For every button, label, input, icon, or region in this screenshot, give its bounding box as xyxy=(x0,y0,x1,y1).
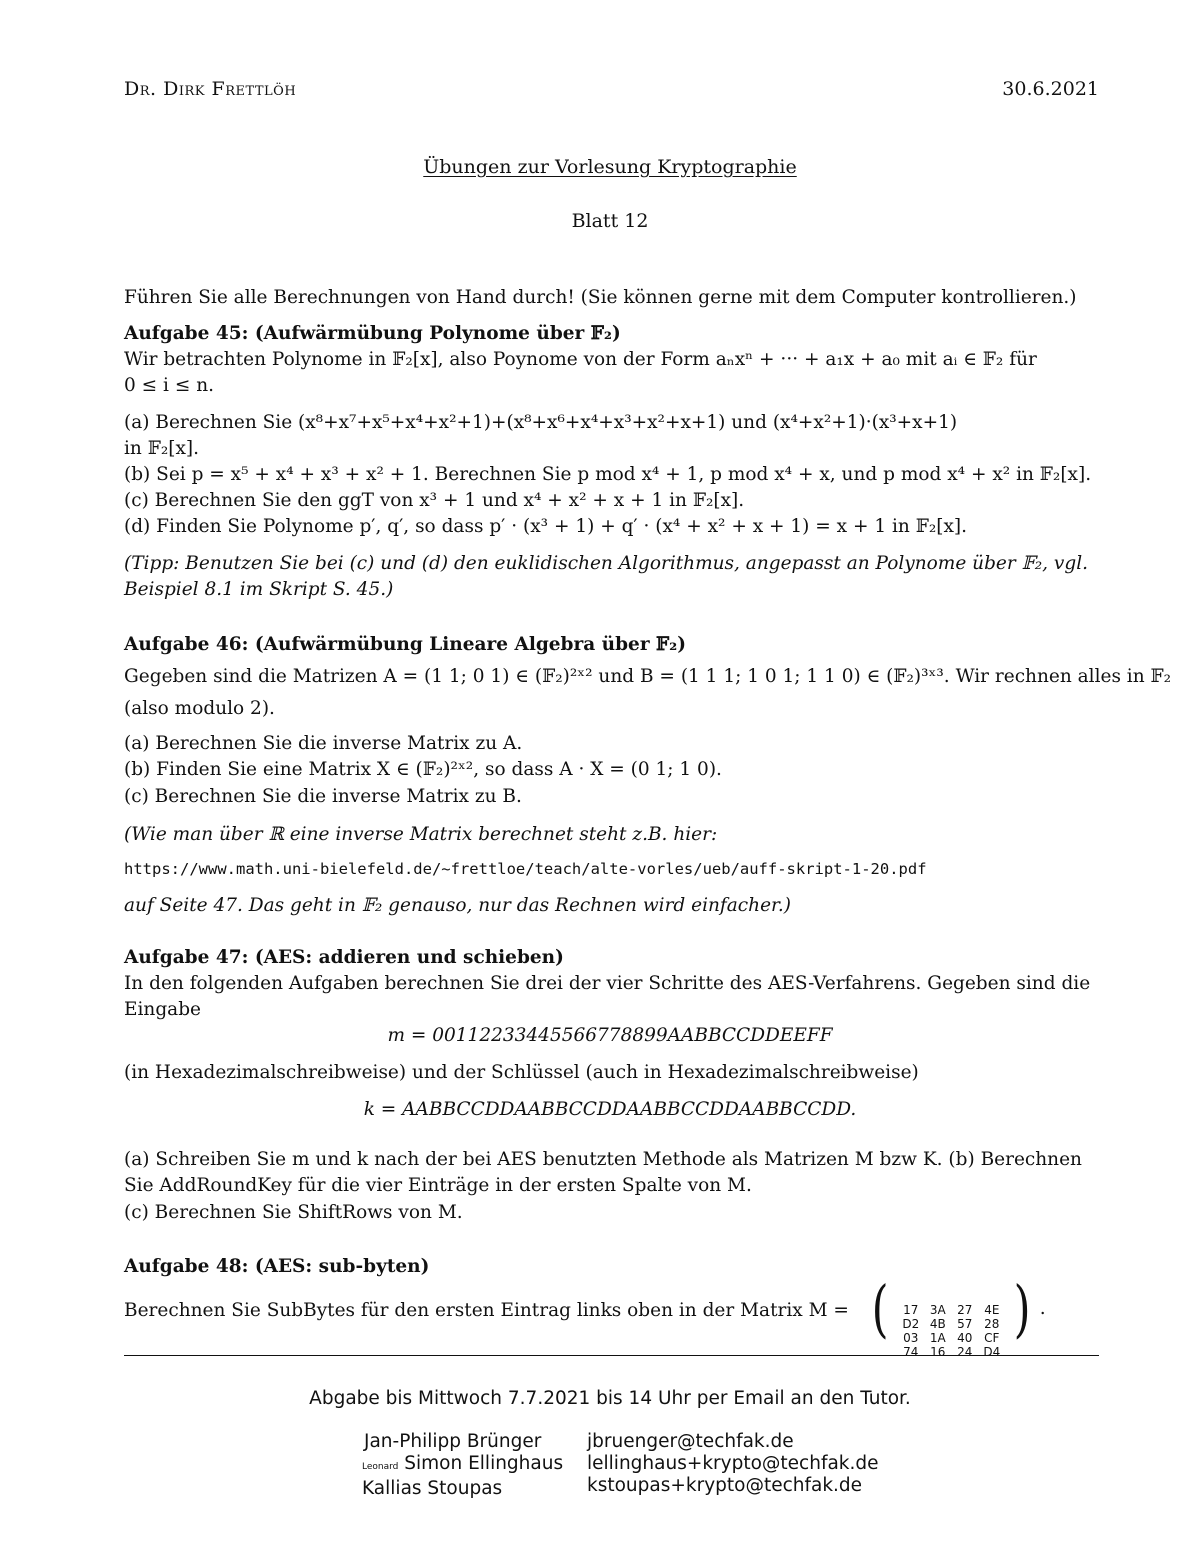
task-46-line2: (also modulo 2). xyxy=(124,698,275,719)
task-46-b: (b) Finden Sie eine Matrix X ∈ (𝔽₂)²ˣ², so dass A · X = (0 1; 1 0). xyxy=(124,759,722,780)
task-45-b: (b) Sei p = x⁵ + x⁴ + x³ + x² + 1. Berechnen Sie p mod x⁴ + 1, p mod x⁴ + x, und p mod x⁴ + x² in 𝔽₂[x]. xyxy=(124,464,1092,485)
task-46-c: (c) Berechnen Sie die inverse Matrix zu B. xyxy=(124,786,522,807)
left-paren: ( xyxy=(871,1272,889,1345)
task-47-ab2: Sie AddRoundKey für die vier Einträge in der ersten Spalte von M. xyxy=(124,1175,752,1196)
key-k: k = AABBCCDDAABBCCDDAABBCCDDAABBCCDD. xyxy=(363,1099,857,1120)
tutor-email[interactable]: kstoupas+krypto@techfak.de xyxy=(587,1475,863,1496)
date: 30.6.2021 xyxy=(1002,78,1099,100)
intro-text: Führen Sie alle Berechnungen von Hand durch! (Sie können gerne mit dem Computer kontrollieren.) xyxy=(124,287,1077,308)
task-46-a: (a) Berechnen Sie die inverse Matrix zu A. xyxy=(124,733,523,754)
deadline: Abgabe bis Mittwoch 7.7.2021 bis 14 Uhr per Email an den Tutor. xyxy=(309,1388,911,1409)
task-45-tip1: (Tipp: Benutzen Sie bei (c) und (d) den euklidischen Algorithmus, angepasst an Polynome über 𝔽₂, vgl. xyxy=(124,553,1089,574)
task-48-heading: Aufgabe 48: (AES: sub-byten) xyxy=(124,1256,430,1277)
tutor-emails xyxy=(587,1431,879,1497)
divider xyxy=(124,1355,1099,1356)
tutor-prefix: Leonard xyxy=(362,1462,399,1472)
matrix-cell: D4 xyxy=(983,1344,1001,1359)
matrix-cell: 24 xyxy=(957,1344,973,1359)
matrix-cell: 57 xyxy=(957,1316,973,1331)
task-45-d: (d) Finden Sie Polynome p′, q′, so dass p′ · (x³ + 1) + q′ · (x⁴ + x² + x + 1) = x + 1 in 𝔽₂[x]. xyxy=(124,516,968,537)
matrix-cell: 16 xyxy=(930,1344,946,1359)
matrix-cell: D2 xyxy=(902,1316,920,1331)
task-45-a1: (a) Berechnen Sie (x⁸+x⁷+x⁵+x⁴+x²+1)+(x⁸+x⁶+x⁴+x³+x²+x+1) und (x⁴+x²+1)·(x³+x+1) xyxy=(124,412,958,433)
matrix-cell: CF xyxy=(984,1330,1000,1345)
matrix-cell: 40 xyxy=(957,1330,973,1345)
tutor-names xyxy=(362,1431,582,1500)
tutor-name: Kallias Stoupas xyxy=(362,1478,503,1499)
matrix-cell: 4E xyxy=(984,1302,1000,1317)
task-45-line2: 0 ≤ i ≤ n. xyxy=(124,375,215,396)
task-46-heading: Aufgabe 46: (Aufwärmübung Lineare Algebra über 𝔽₂) xyxy=(124,634,686,655)
task-45-tip2: Beispiel 8.1 im Skript S. 45.) xyxy=(124,579,394,600)
tutor-email[interactable]: lellinghaus+krypto@techfak.de xyxy=(587,1453,879,1474)
task-46-line1: Gegeben sind die Matrizen A = (1 1; 0 1) ∈ (𝔽₂)²ˣ² und B = (1 1 1; 1 0 1; 1 1 0) ∈ (𝔽₂)³ˣ³. Wir rechnen alles in 𝔽₂ xyxy=(124,666,1172,687)
tutor-name: Jan-Philipp Brünger xyxy=(364,1431,542,1452)
matrix-cell: 03 xyxy=(903,1330,919,1345)
task-45-heading: Aufgabe 45: (Aufwärmübung Polynome über 𝔽₂) xyxy=(124,323,621,344)
task-47-c: (c) Berechnen Sie ShiftRows von M. xyxy=(124,1202,463,1223)
task-45-a2: in 𝔽₂[x]. xyxy=(124,438,200,459)
matrix-period: . xyxy=(1039,1298,1046,1319)
matrix-cell: 28 xyxy=(984,1316,1000,1331)
task-45-c: (c) Berechnen Sie den ggT von x³ + 1 und x⁴ + x² + x + 1 in 𝔽₂[x]. xyxy=(124,490,745,511)
author: Dr. Dirk Frettlöh xyxy=(124,78,297,100)
subbytes-matrix xyxy=(868,1272,1046,1359)
tutor-name: Simon Ellinghaus xyxy=(404,1453,564,1474)
matrix-cell: 17 xyxy=(903,1302,919,1317)
matrix-cell: 74 xyxy=(903,1344,919,1359)
matrix-cell: 3A xyxy=(929,1302,946,1317)
matrix-cell: 4B xyxy=(929,1316,946,1331)
task-47-line3: (in Hexadezimalschreibweise) und der Schlüssel (auch in Hexadezimalschreibweise) xyxy=(124,1062,919,1083)
skript-link[interactable]: https://www.math.uni-bielefeld.de/~frettloe/teach/alte-vorles/ueb/auff-skript-1-20.pdf xyxy=(124,860,927,878)
matrix-cell: 1A xyxy=(929,1330,946,1345)
task-48-text: Berechnen Sie SubBytes für den ersten Eintrag links oben in der Matrix M = xyxy=(124,1300,849,1321)
matrix-grid xyxy=(897,1303,1005,1359)
task-46-note1: (Wie man über ℝ eine inverse Matrix berechnet steht z.B. hier: xyxy=(124,824,718,845)
task-47-ab1: (a) Schreiben Sie m und k nach der bei AES benutzten Methode als Matrizen M bzw K. (b) Berechnen xyxy=(124,1149,1082,1170)
message-m: m = 00112233445566778899AABBCCDDEEFF xyxy=(387,1025,833,1046)
task-45-line1: Wir betrachten Polynome in 𝔽₂[x], also Poynome von der Form aₙxⁿ + ··· + a₁x + a₀ mit aᵢ ∈ 𝔽₂ für xyxy=(124,349,1037,370)
page-title: Übungen zur Vorlesung Kryptographie xyxy=(423,156,797,178)
tutor-email[interactable]: jbruenger@techfak.de xyxy=(587,1431,794,1452)
matrix-cell: 27 xyxy=(957,1302,973,1317)
task-46-note2: auf Seite 47. Das geht in 𝔽₂ genauso, nur das Rechnen wird einfacher.) xyxy=(124,895,791,916)
sheet-number: Blatt 12 xyxy=(571,210,649,232)
task-47-line2: Eingabe xyxy=(124,999,201,1020)
task-47-heading: Aufgabe 47: (AES: addieren und schieben) xyxy=(124,947,564,968)
right-paren: ) xyxy=(1014,1272,1031,1345)
task-47-line1: In den folgenden Aufgaben berechnen Sie drei der vier Schritte des AES-Verfahrens. Gegeben sind die xyxy=(124,973,1091,994)
